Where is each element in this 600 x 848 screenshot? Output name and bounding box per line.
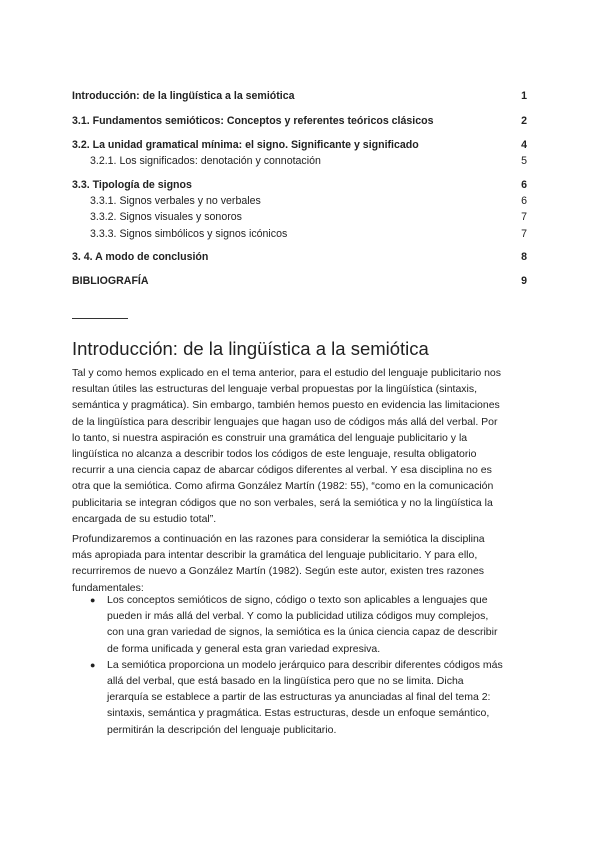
- paragraph-reasons: [72, 531, 532, 596]
- toc-entry[interactable]: [72, 138, 527, 152]
- toc-entry-title: Introducción: de la lingüística a la semiótica: [72, 90, 295, 102]
- toc-entry[interactable]: [72, 274, 527, 288]
- toc-subentry[interactable]: [72, 210, 527, 224]
- toc-subentry[interactable]: [72, 154, 527, 168]
- paragraph-line: publicitaria se integran códigos que no son verbales, será la semiótica y no la lingüística la: [72, 496, 493, 509]
- toc-entry-title: 3.2.1. Los significados: denotación y connotación: [90, 155, 321, 167]
- paragraph-line: Tal y como hemos explicado en el tema anterior, para el estudio del lenguaje publicitario nos: [72, 367, 502, 379]
- paragraph-line: lo tanto, si nuestra aspiración es construir una gramática del lenguaje publicitario y la: [72, 431, 468, 444]
- toc-entry-page: 7: [521, 211, 527, 223]
- list-item-line: pueden ir más allá del verbal. Y como la publicidad utiliza códigos muy complejos,: [107, 610, 489, 623]
- list-item-line: con una gran variedad de signos, la semiótica es la única ciencia capaz de describir: [107, 626, 498, 639]
- toc-subentry[interactable]: [72, 194, 527, 208]
- toc-entry-page: 6: [521, 195, 527, 207]
- toc-entry-page: 9: [521, 275, 527, 287]
- section-divider: [72, 318, 128, 319]
- paragraph-line: de la lingüística para describir lenguajes que hagan uso de códigos más allá del verbal. Por: [72, 415, 498, 428]
- toc-entry-title: 3.3.1. Signos verbales y no verbales: [90, 195, 261, 207]
- paragraph-line: lingüística no alcanza a describir todos los códigos de este lenguaje, resulta obligatorio: [72, 447, 477, 460]
- toc-entry-page: 1: [521, 90, 527, 102]
- paragraph-line: fundamentales:: [72, 581, 144, 594]
- toc-entry-title: 3. 4. A modo de conclusión: [72, 251, 209, 263]
- toc-entry-page: 8: [521, 251, 527, 263]
- toc-entry-title: 3.3.3. Signos simbólicos y signos icónicos: [90, 228, 288, 240]
- list-item-line: sintaxis, semántica y pragmática. Estas estructuras, desde un enfoque semántico,: [107, 707, 490, 720]
- section-heading: Introducción: de la lingüística a la semiótica: [72, 338, 429, 359]
- toc-entry[interactable]: [72, 250, 527, 264]
- list-item-line: allá del verbal, que está basado en la lingüística pero que no se limita. Dicha: [107, 674, 464, 687]
- reasons-list: [72, 592, 542, 738]
- toc-subentry[interactable]: [72, 227, 527, 241]
- toc-entry-page: 5: [521, 155, 527, 167]
- toc-entry-title: 3.3.2. Signos visuales y sonoros: [90, 211, 242, 223]
- paragraph-line: recurriremos de nuevo a González Martín (1982). Según este autor, existen tres razones: [72, 565, 485, 578]
- paragraph-line: semántica y pragmática). Sin embargo, también hemos puesto en evidencia las limitaciones: [72, 399, 500, 412]
- toc-entry-page: 4: [521, 139, 527, 151]
- paragraph-intro: [72, 365, 532, 527]
- paragraph-line: Profundizaremos a continuación en las razones para considerar la semiótica la disciplina: [72, 533, 485, 545]
- paragraph-line: resultan útiles las estructuras del lenguaje verbal propuestas por la lingüística (sintaxis,: [72, 383, 478, 396]
- paragraph-line: más apropiada para intentar describir la gramática del lenguaje publicitario. Y para ello,: [72, 549, 478, 562]
- list-item-line: de forma unificada y general esta gran variedad expresiva.: [107, 642, 381, 655]
- toc-entry-page: 7: [521, 228, 527, 240]
- list-item: [72, 657, 542, 738]
- list-item-line: La semiótica proporciona un modelo jerárquico para describir diferentes códigos más: [107, 658, 503, 671]
- list-item-line: jerarquía se establece a partir de las estructuras ya anunciadas al final del tema 2:: [107, 691, 491, 704]
- toc-entry[interactable]: [72, 178, 527, 192]
- toc-entry-page: 2: [521, 115, 527, 127]
- paragraph-line: encargada de su estudio total”.: [72, 512, 217, 525]
- bullet-icon: ●: [90, 659, 96, 670]
- bullet-icon: ●: [90, 595, 96, 605]
- toc-entry-page: 6: [521, 179, 527, 191]
- toc-entry[interactable]: [72, 89, 527, 103]
- toc-entry-title: BIBLIOGRAFÍA: [72, 275, 149, 287]
- toc-entry-title: 3.3. Tipología de signos: [72, 179, 192, 191]
- toc-entry-title: 3.2. La unidad gramatical mínima: el signo. Significante y significado: [72, 139, 419, 151]
- toc-entry-title: 3.1. Fundamentos semióticos: Conceptos y referentes teóricos clásicos: [72, 115, 434, 127]
- toc-entry[interactable]: [72, 114, 527, 128]
- paragraph-line: recurrir a una ciencia capaz de abarcar códigos diferentes al verbal. Y esa disciplina no es: [72, 464, 492, 477]
- list-item-line: permitirán la descripción del lenguaje publicitario.: [107, 723, 337, 736]
- list-item-line: Los conceptos semióticos de signo, código o texto son aplicables a lenguajes que: [107, 594, 488, 606]
- paragraph-line: otra que la semiótica. Como afirma González Martín (1982: 55), “como en la comunicación: [72, 480, 494, 493]
- list-item: [72, 592, 542, 657]
